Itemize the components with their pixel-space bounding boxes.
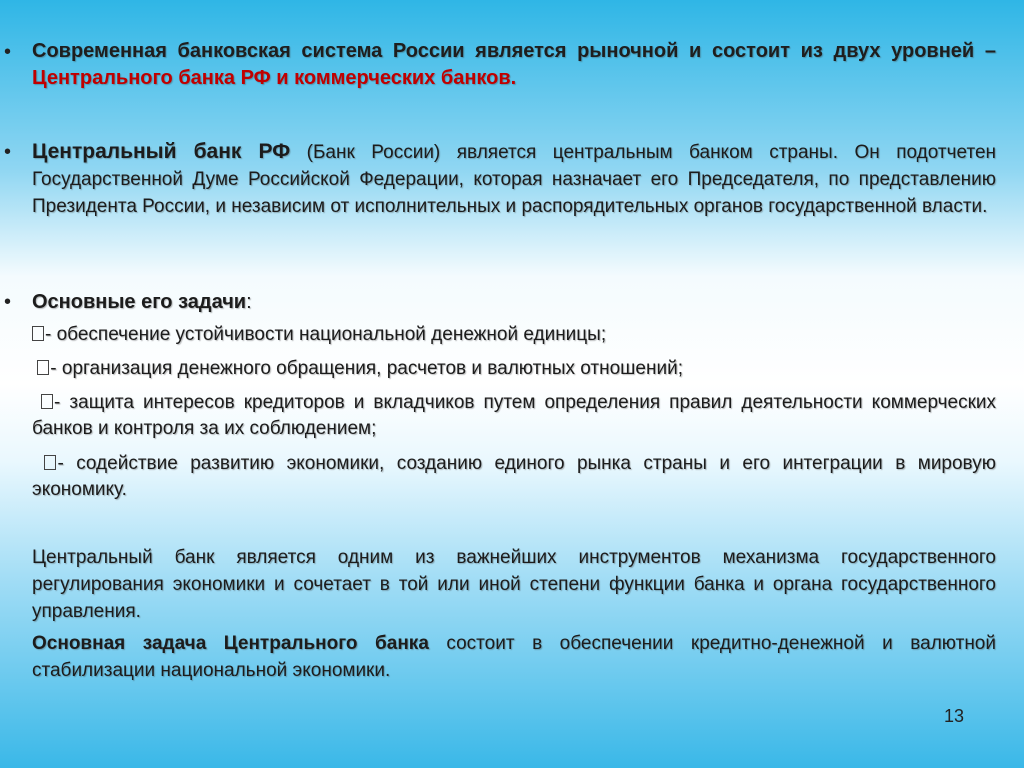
central-bank-text: (Банк России) является центральным банком страны. Он подотчетен Государственной Думе Российской Федерации, которая назначает его Председателя, по представлению Президента России, и независим от исполнительных и распорядительных органов государственной власти.: [32, 142, 996, 217]
page-number: 13: [944, 706, 965, 726]
task-item-text: - обеспечение устойчивости национальной денежной единицы;: [45, 324, 607, 345]
main-task-text: состоит в обеспечении кредитно-денежной и валютной стабилизации национальной экономики.: [32, 633, 996, 681]
placeholder-box-icon: [44, 455, 56, 470]
task-item: [32, 451, 996, 503]
intro-text: Современная банковская система России является рыночной и состоит из двух уровней –: [32, 40, 996, 62]
main-task-lead: Основная задача Центрального банка: [32, 633, 429, 654]
central-bank-lead: Центральный банк РФ: [32, 140, 291, 163]
bullet: •: [4, 141, 12, 163]
bullet: •: [4, 41, 12, 63]
regulation-paragraph: Центральный банк является одним из важнейших инструментов механизма государственного регулирования экономики и сочетает в той или иной степени функции банка и органа государственного управления.: [32, 547, 996, 622]
main-task-paragraph: [32, 630, 996, 684]
task-item: [32, 356, 996, 382]
central-bank-paragraph: [32, 138, 996, 220]
task-item: [32, 322, 996, 348]
task-item-text: - защита интересов кредиторов и вкладчиков путем определения правил деятельности коммерческих банков и контроля за их соблюдением;: [32, 392, 996, 439]
placeholder-box-icon: [37, 360, 49, 375]
tasks-heading-text: Основные его задачи: [32, 291, 247, 313]
placeholder-box-icon: [32, 326, 44, 341]
tasks-heading-colon: :: [246, 291, 252, 313]
intro-highlight: Центрального банка РФ и коммерческих банков.: [32, 67, 517, 89]
tasks-heading: [32, 288, 996, 316]
intro-paragraph: [32, 38, 996, 92]
placeholder-box-icon: [41, 394, 53, 409]
task-item-text: - содействие развитию экономики, созданию единого рынка страны и его интеграции в мировую экономику.: [32, 453, 996, 500]
task-item: [32, 390, 996, 442]
task-item-text: - организация денежного обращения, расчетов и валютных отношений;: [50, 358, 683, 379]
bullet: •: [4, 291, 12, 313]
